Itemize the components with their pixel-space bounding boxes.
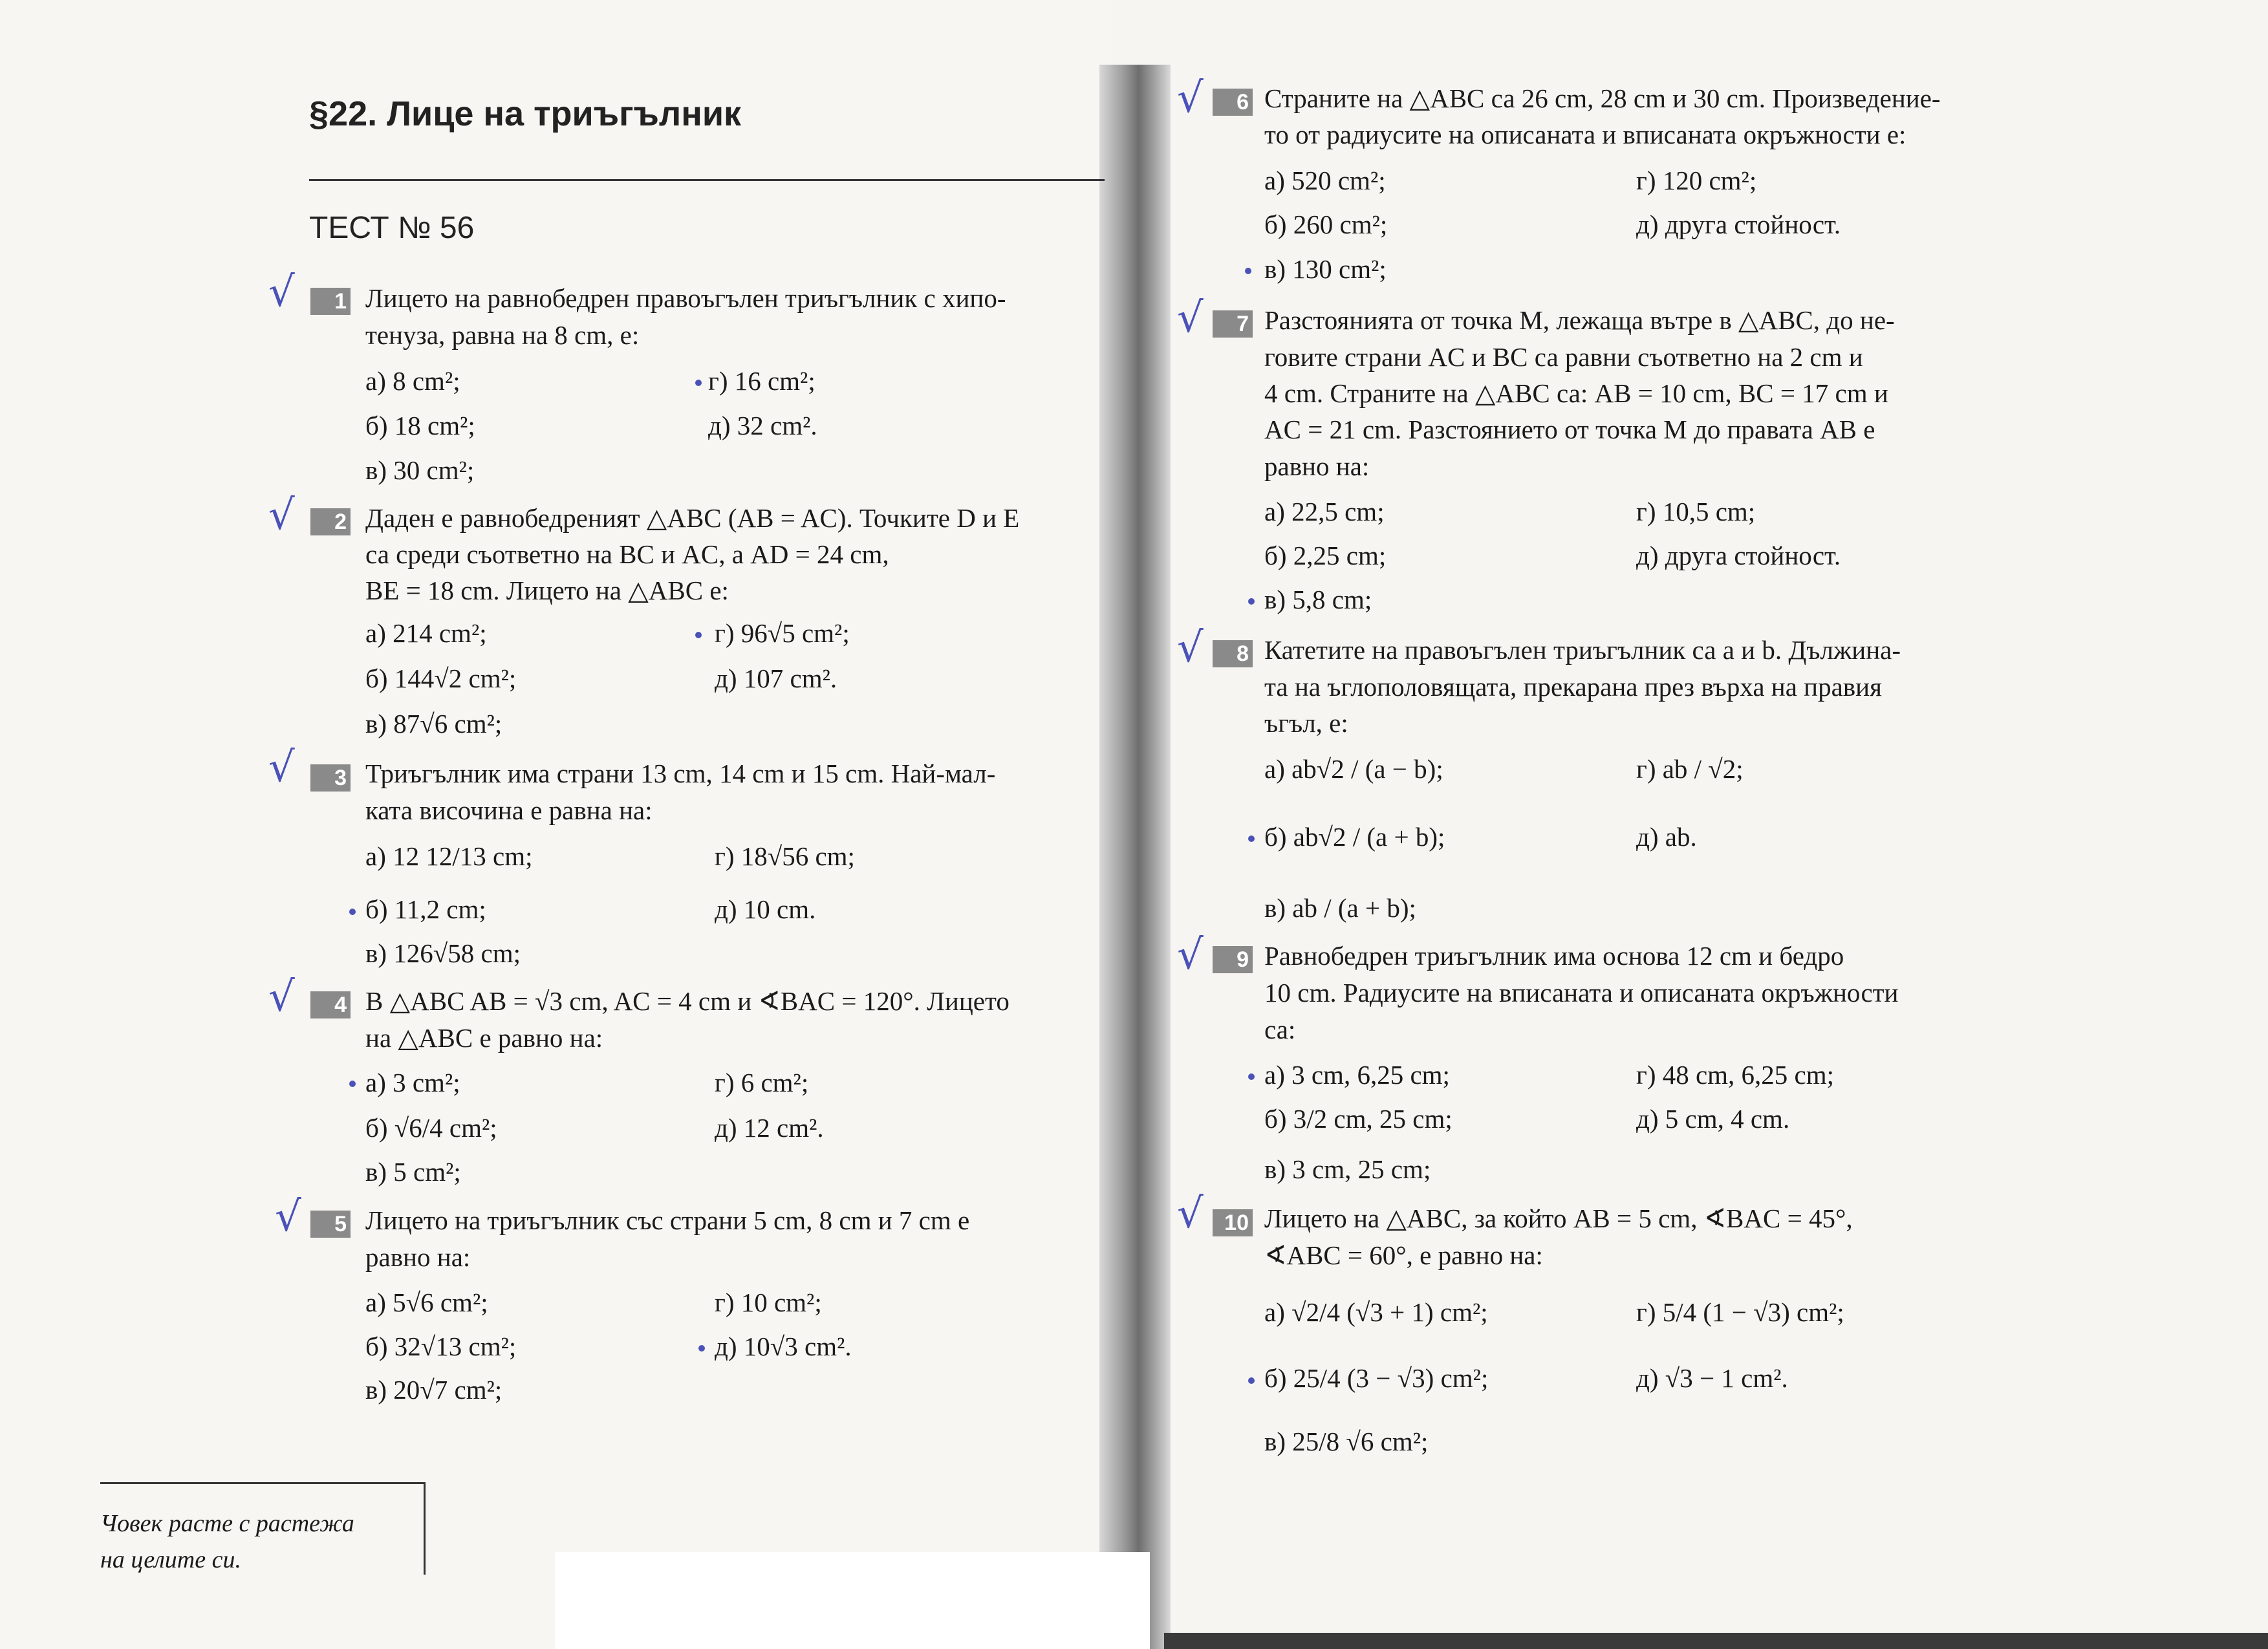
question-line: Лицето на равнобедрен правоъгълен триъгълник с хипо- (365, 283, 1006, 313)
problem-number: 6 (1213, 89, 1253, 116)
option-d[interactable]: д) √3 − 1 cm². (1636, 1363, 1788, 1393)
option-d[interactable]: д) друга стойност. (1636, 541, 1841, 570)
option-v[interactable]: в) 126√58 cm; (365, 938, 521, 968)
question-line: то от радиусите на описаната и вписаната окръжности е: (1264, 120, 1906, 149)
option-v[interactable]: в) ab / (a + b); (1264, 893, 1416, 923)
answer-mark-icon (349, 909, 356, 915)
problem-number: 8 (1213, 640, 1253, 667)
answer-mark-icon (1248, 598, 1255, 605)
question-line: Равнобедрен триъгълник има основа 12 cm и бедро (1264, 941, 1844, 971)
option-b[interactable]: б) 260 cm²; (1264, 210, 1388, 239)
option-a[interactable]: а) 3 cm²; (365, 1068, 460, 1097)
option-d[interactable]: д) 10√3 cm². (715, 1331, 852, 1361)
question-line: на △ABC е равно на: (365, 1023, 603, 1053)
option-d[interactable]: д) 10 cm. (715, 894, 816, 924)
option-b[interactable]: б) 144√2 cm²; (365, 663, 517, 693)
quote-line: Човек расте с растежа (100, 1510, 354, 1537)
question-line: та на ъглополовящата, прекарана през върха на правия (1264, 672, 1882, 702)
answer-mark-icon (1248, 1073, 1255, 1080)
option-a[interactable]: а) √2/4 (√3 + 1) cm²; (1264, 1297, 1488, 1327)
question-line: ъгъл, е: (1264, 708, 1348, 738)
problem-number: 7 (1213, 310, 1253, 338)
check-mark-icon: √ (1177, 624, 1204, 672)
option-d[interactable]: д) 32 cm². (708, 411, 817, 440)
problem-number: 3 (310, 764, 351, 792)
option-g[interactable]: г) 5/4 (1 − √3) cm²; (1636, 1297, 1844, 1327)
check-mark-icon: √ (275, 1193, 301, 1241)
question-line: ката височина е равна на: (365, 795, 653, 825)
question-line: Лицето на триъгълник със страни 5 cm, 8 cm и 7 cm е (365, 1205, 970, 1235)
option-d[interactable]: д) 5 cm, 4 cm. (1636, 1104, 1790, 1134)
problem-number: 2 (310, 508, 351, 535)
option-b[interactable]: б) 2,25 cm; (1264, 541, 1387, 570)
option-a[interactable]: а) 12 12/13 cm; (365, 841, 533, 871)
answer-mark-icon (349, 1081, 356, 1087)
check-mark-icon: √ (268, 268, 295, 316)
option-v[interactable]: в) 5,8 cm; (1264, 585, 1372, 614)
problem-number: 4 (310, 991, 351, 1018)
problem-number: 9 (1213, 946, 1253, 973)
option-b[interactable]: б) 11,2 cm; (365, 894, 486, 924)
option-b[interactable]: б) 18 cm²; (365, 411, 475, 440)
question-line: Даден е равнобедреният △ABC (AB = AC). Точките D и E (365, 503, 1020, 533)
check-mark-icon: √ (268, 973, 295, 1021)
option-b[interactable]: б) 25/4 (3 − √3) cm²; (1264, 1363, 1489, 1393)
problem-number: 5 (310, 1211, 351, 1238)
option-g[interactable]: г) 10 cm²; (715, 1288, 822, 1317)
option-g[interactable]: г) ab / √2; (1636, 754, 1744, 784)
option-b[interactable]: б) 32√13 cm²; (365, 1331, 517, 1361)
question-line: са: (1264, 1015, 1296, 1044)
option-a[interactable]: а) 5√6 cm²; (365, 1288, 488, 1317)
option-a[interactable]: а) 3 cm, 6,25 cm; (1264, 1060, 1450, 1090)
option-v[interactable]: в) 20√7 cm²; (365, 1375, 502, 1405)
check-mark-icon: √ (1177, 1190, 1204, 1238)
option-b[interactable]: б) √6/4 cm²; (365, 1113, 497, 1143)
question-line: BE = 18 cm. Лицето на △ABC е: (365, 576, 729, 605)
question-line: 4 cm. Страните на △ABC са: AB = 10 cm, BC = 17 cm и (1264, 378, 1888, 408)
question-line: AC = 21 cm. Разстоянието от точка M до правата AB е (1264, 415, 1875, 444)
option-a[interactable]: а) 520 cm²; (1264, 166, 1386, 195)
check-mark-icon: √ (1177, 294, 1204, 342)
option-g[interactable]: г) 96√5 cm²; (715, 618, 850, 648)
question-line: са среди съответно на BC и AC, а AD = 24 cm, (365, 539, 889, 569)
option-d[interactable]: д) 12 cm². (715, 1113, 824, 1143)
option-g[interactable]: г) 48 cm, 6,25 cm; (1636, 1060, 1835, 1090)
question-line: Разстоянията от точка M, лежаща вътре в △ABC, до не- (1264, 305, 1895, 335)
option-g[interactable]: г) 16 cm²; (708, 366, 815, 396)
option-b[interactable]: б) 3/2 cm, 25 cm; (1264, 1104, 1453, 1134)
question-line: Триъгълник има страни 13 cm, 14 cm и 15 cm. Най-мал- (365, 759, 996, 788)
option-v[interactable]: в) 30 cm²; (365, 455, 475, 485)
scan-edge (1164, 1633, 2268, 1649)
book-gutter (1099, 65, 1171, 1649)
answer-mark-icon (1248, 1377, 1255, 1384)
option-a[interactable]: а) 8 cm²; (365, 366, 460, 396)
option-a[interactable]: а) 214 cm²; (365, 618, 487, 648)
option-a[interactable]: а) ab√2 / (a − b); (1264, 754, 1443, 784)
check-mark-icon: √ (1177, 74, 1204, 122)
question-line: ∢ABC = 60°, е равно на: (1264, 1240, 1543, 1270)
question-line: 10 cm. Радиусите на вписаната и описаната окръжности (1264, 978, 1899, 1008)
quote-line: на целите си. (100, 1546, 241, 1573)
answer-mark-icon (698, 1345, 705, 1352)
check-mark-icon: √ (268, 744, 295, 792)
question-line: Катетите на правоъгълен триъгълник са a и b. Дължина- (1264, 635, 1901, 665)
check-mark-icon: √ (268, 491, 295, 539)
question-line: Лицето на △ABC, за който AB = 5 cm, ∢BAC = 45°, (1264, 1203, 1853, 1233)
answer-mark-icon (695, 380, 702, 386)
option-b[interactable]: б) ab√2 / (a + b); (1264, 822, 1445, 852)
answer-mark-icon (695, 632, 702, 638)
option-d[interactable]: д) 107 cm². (715, 663, 837, 693)
option-g[interactable]: г) 120 cm²; (1636, 166, 1757, 195)
question-line: говите страни AC и BC са равни съответно на 2 cm и (1264, 342, 1863, 372)
title-rule (309, 179, 1105, 181)
problem-number: 10 (1213, 1209, 1253, 1236)
check-mark-icon: √ (1177, 931, 1204, 979)
question-line: тенуза, равна на 8 cm, е: (365, 320, 640, 350)
question-line: Страните на △ABC са 26 cm, 28 cm и 30 cm. Произведение- (1264, 83, 1941, 113)
problem-number: 1 (310, 288, 351, 315)
option-d[interactable]: д) друга стойност. (1636, 210, 1841, 239)
blank-patch (555, 1552, 1150, 1649)
option-d[interactable]: д) ab. (1636, 822, 1697, 852)
question-line: равно на: (365, 1242, 471, 1272)
option-g[interactable]: г) 10,5 cm; (1636, 497, 1756, 526)
option-g[interactable]: г) 18√56 cm; (715, 841, 855, 871)
question-line: В △ABC AB = √3 cm, AC = 4 cm и ∢BAC = 120°. Лицето (365, 986, 1010, 1016)
section-title: §22. Лице на триъгълник (309, 94, 742, 133)
test-title: ТЕСТ № 56 (309, 211, 475, 245)
question-line: равно на: (1264, 451, 1370, 481)
option-v[interactable]: в) 3 cm, 25 cm; (1264, 1154, 1431, 1184)
option-g[interactable]: г) 6 cm²; (715, 1068, 809, 1097)
answer-mark-icon (1248, 835, 1255, 842)
option-v[interactable]: в) 5 cm²; (365, 1157, 461, 1187)
option-v[interactable]: в) 87√6 cm²; (365, 709, 502, 738)
option-v[interactable]: в) 25/8 √6 cm²; (1264, 1427, 1429, 1456)
option-v[interactable]: в) 130 cm²; (1264, 254, 1387, 284)
motto-quote (100, 1505, 354, 1578)
option-a[interactable]: а) 22,5 cm; (1264, 497, 1385, 526)
answer-mark-icon (1245, 268, 1251, 274)
